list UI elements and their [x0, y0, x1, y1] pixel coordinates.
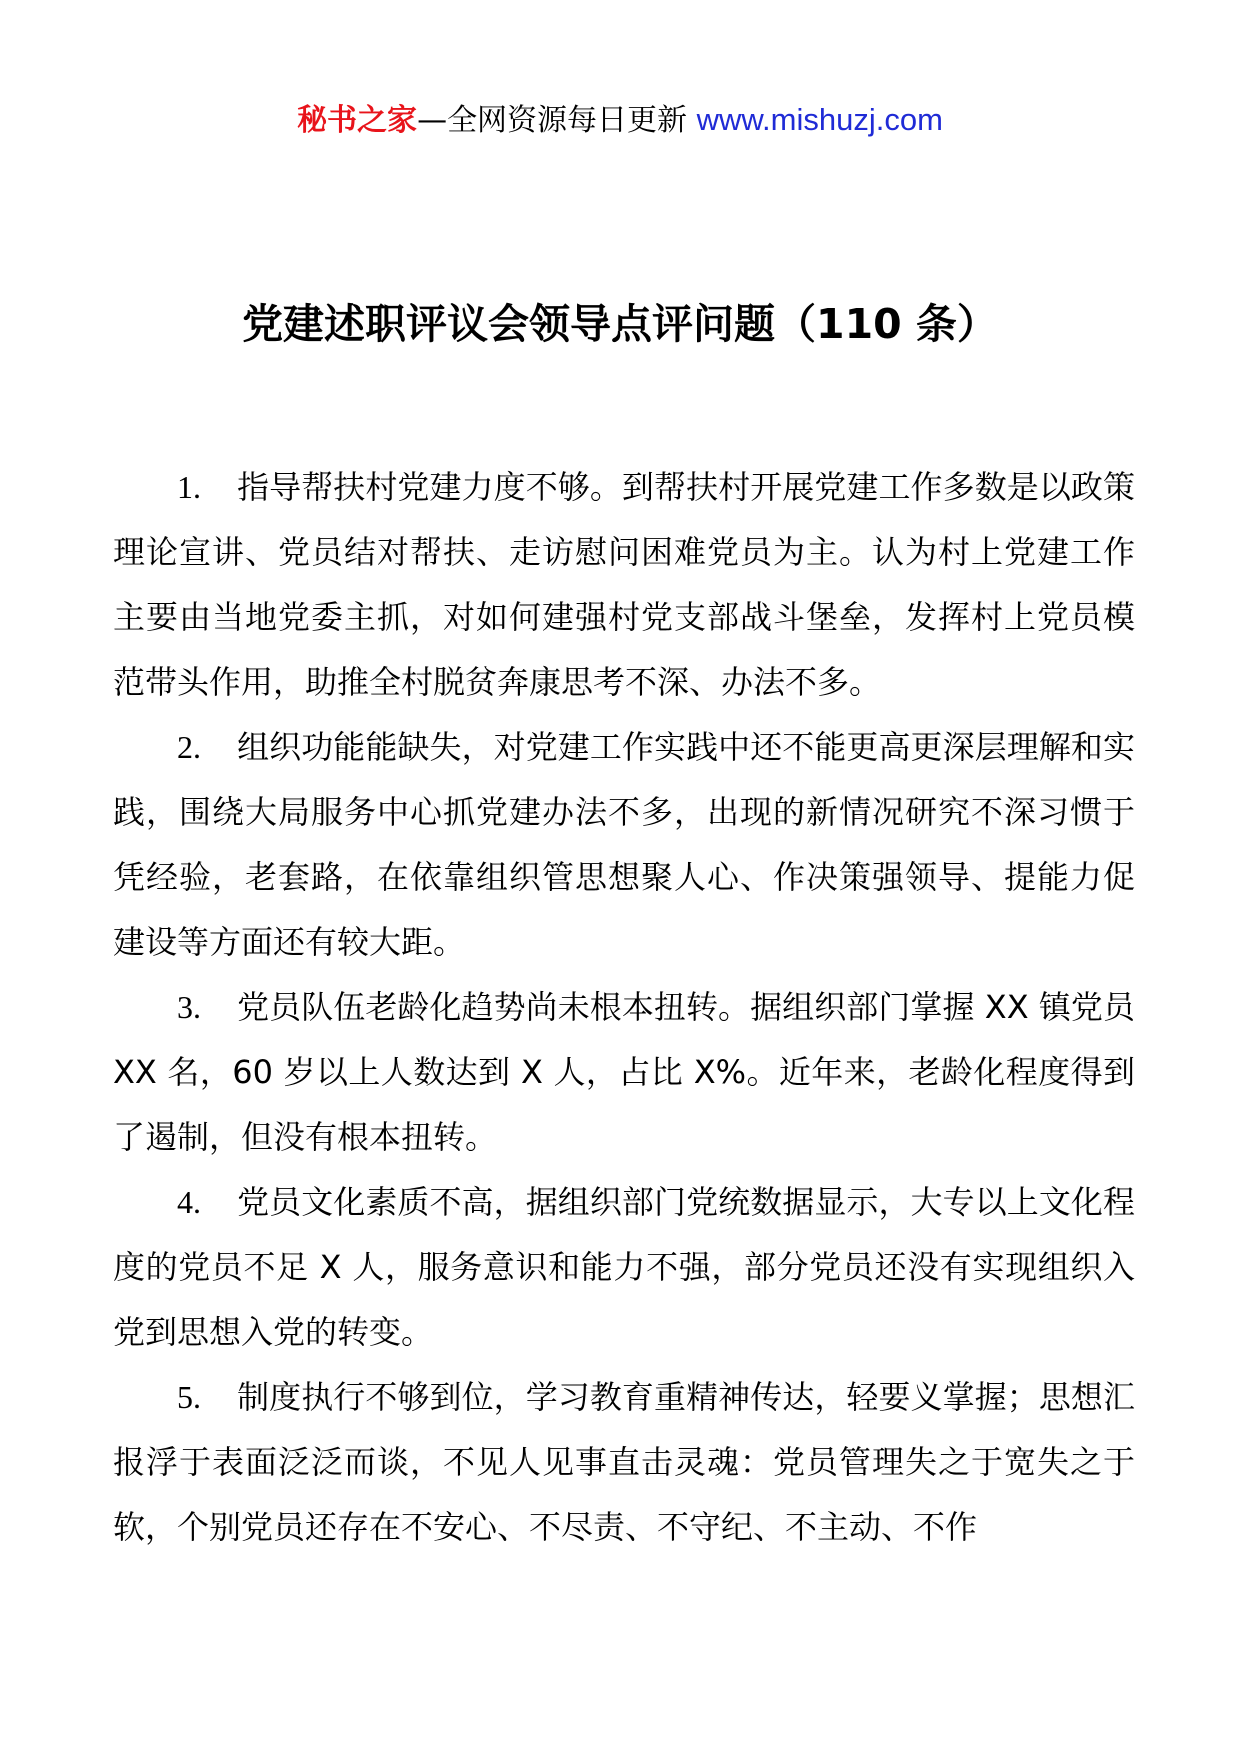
item-number: 1.	[177, 469, 201, 505]
item-text: 指导帮扶村党建力度不够。到帮扶村开展党建工作多数是以政策理论宣讲、党员结对帮扶、走访慰问困难党员为主。认为村上党建工作主要由当地党委主抓，对如何建强村党支部战斗堡垒，发挥村上党员模范带头作用，助推全村脱贫奔康思考不深、办法不多。	[113, 468, 1135, 701]
list-item	[113, 1365, 1135, 1560]
item-text: 制度执行不够到位，学习教育重精神传达，轻要义掌握；思想汇报浮于表面泛泛而谈，不见人见事直击灵魂：党员管理失之于宽失之于软，个别党员还存在不安心、不尽责、不守纪、不主动、不作	[113, 1378, 1135, 1546]
item-number: 3.	[177, 989, 201, 1025]
site-url-link[interactable]: www.mishuzj.com	[696, 102, 943, 137]
list-item	[113, 1170, 1135, 1365]
item-number: 5.	[177, 1379, 201, 1415]
item-number: 4.	[177, 1184, 201, 1220]
list-item	[113, 455, 1135, 715]
list-item	[113, 975, 1135, 1170]
document-title: 党建述职评议会领导点评问题（110 条）	[242, 300, 998, 348]
item-number: 2.	[177, 729, 201, 765]
item-text: 党员文化素质不高，据组织部门党统数据显示，大专以上文化程度的党员不足 X 人，服务意识和能力不强，部分党员还没有实现组织入党到思想入党的转变。	[113, 1183, 1135, 1351]
list-item	[113, 715, 1135, 975]
site-brand: 秘书之家	[297, 103, 418, 138]
document-body	[113, 455, 1135, 1560]
item-text: 党员队伍老龄化趋势尚未根本扭转。据组织部门掌握 XX 镇党员 XX 名，60 岁以上人数达到 X 人，占比 X%。近年来，老龄化程度得到了遏制，但没有根本扭转。	[113, 988, 1135, 1156]
site-tagline: —全网资源每日更新	[417, 103, 697, 138]
site-header	[0, 100, 1240, 141]
item-text: 组织功能能缺失，对党建工作实践中还不能更高更深层理解和实践，围绕大局服务中心抓党建办法不多，出现的新情况研究不深习惯于凭经验，老套路，在依靠组织管思想聚人心、作决策强领导、提能力促建设等方面还有较大距。	[113, 728, 1135, 961]
